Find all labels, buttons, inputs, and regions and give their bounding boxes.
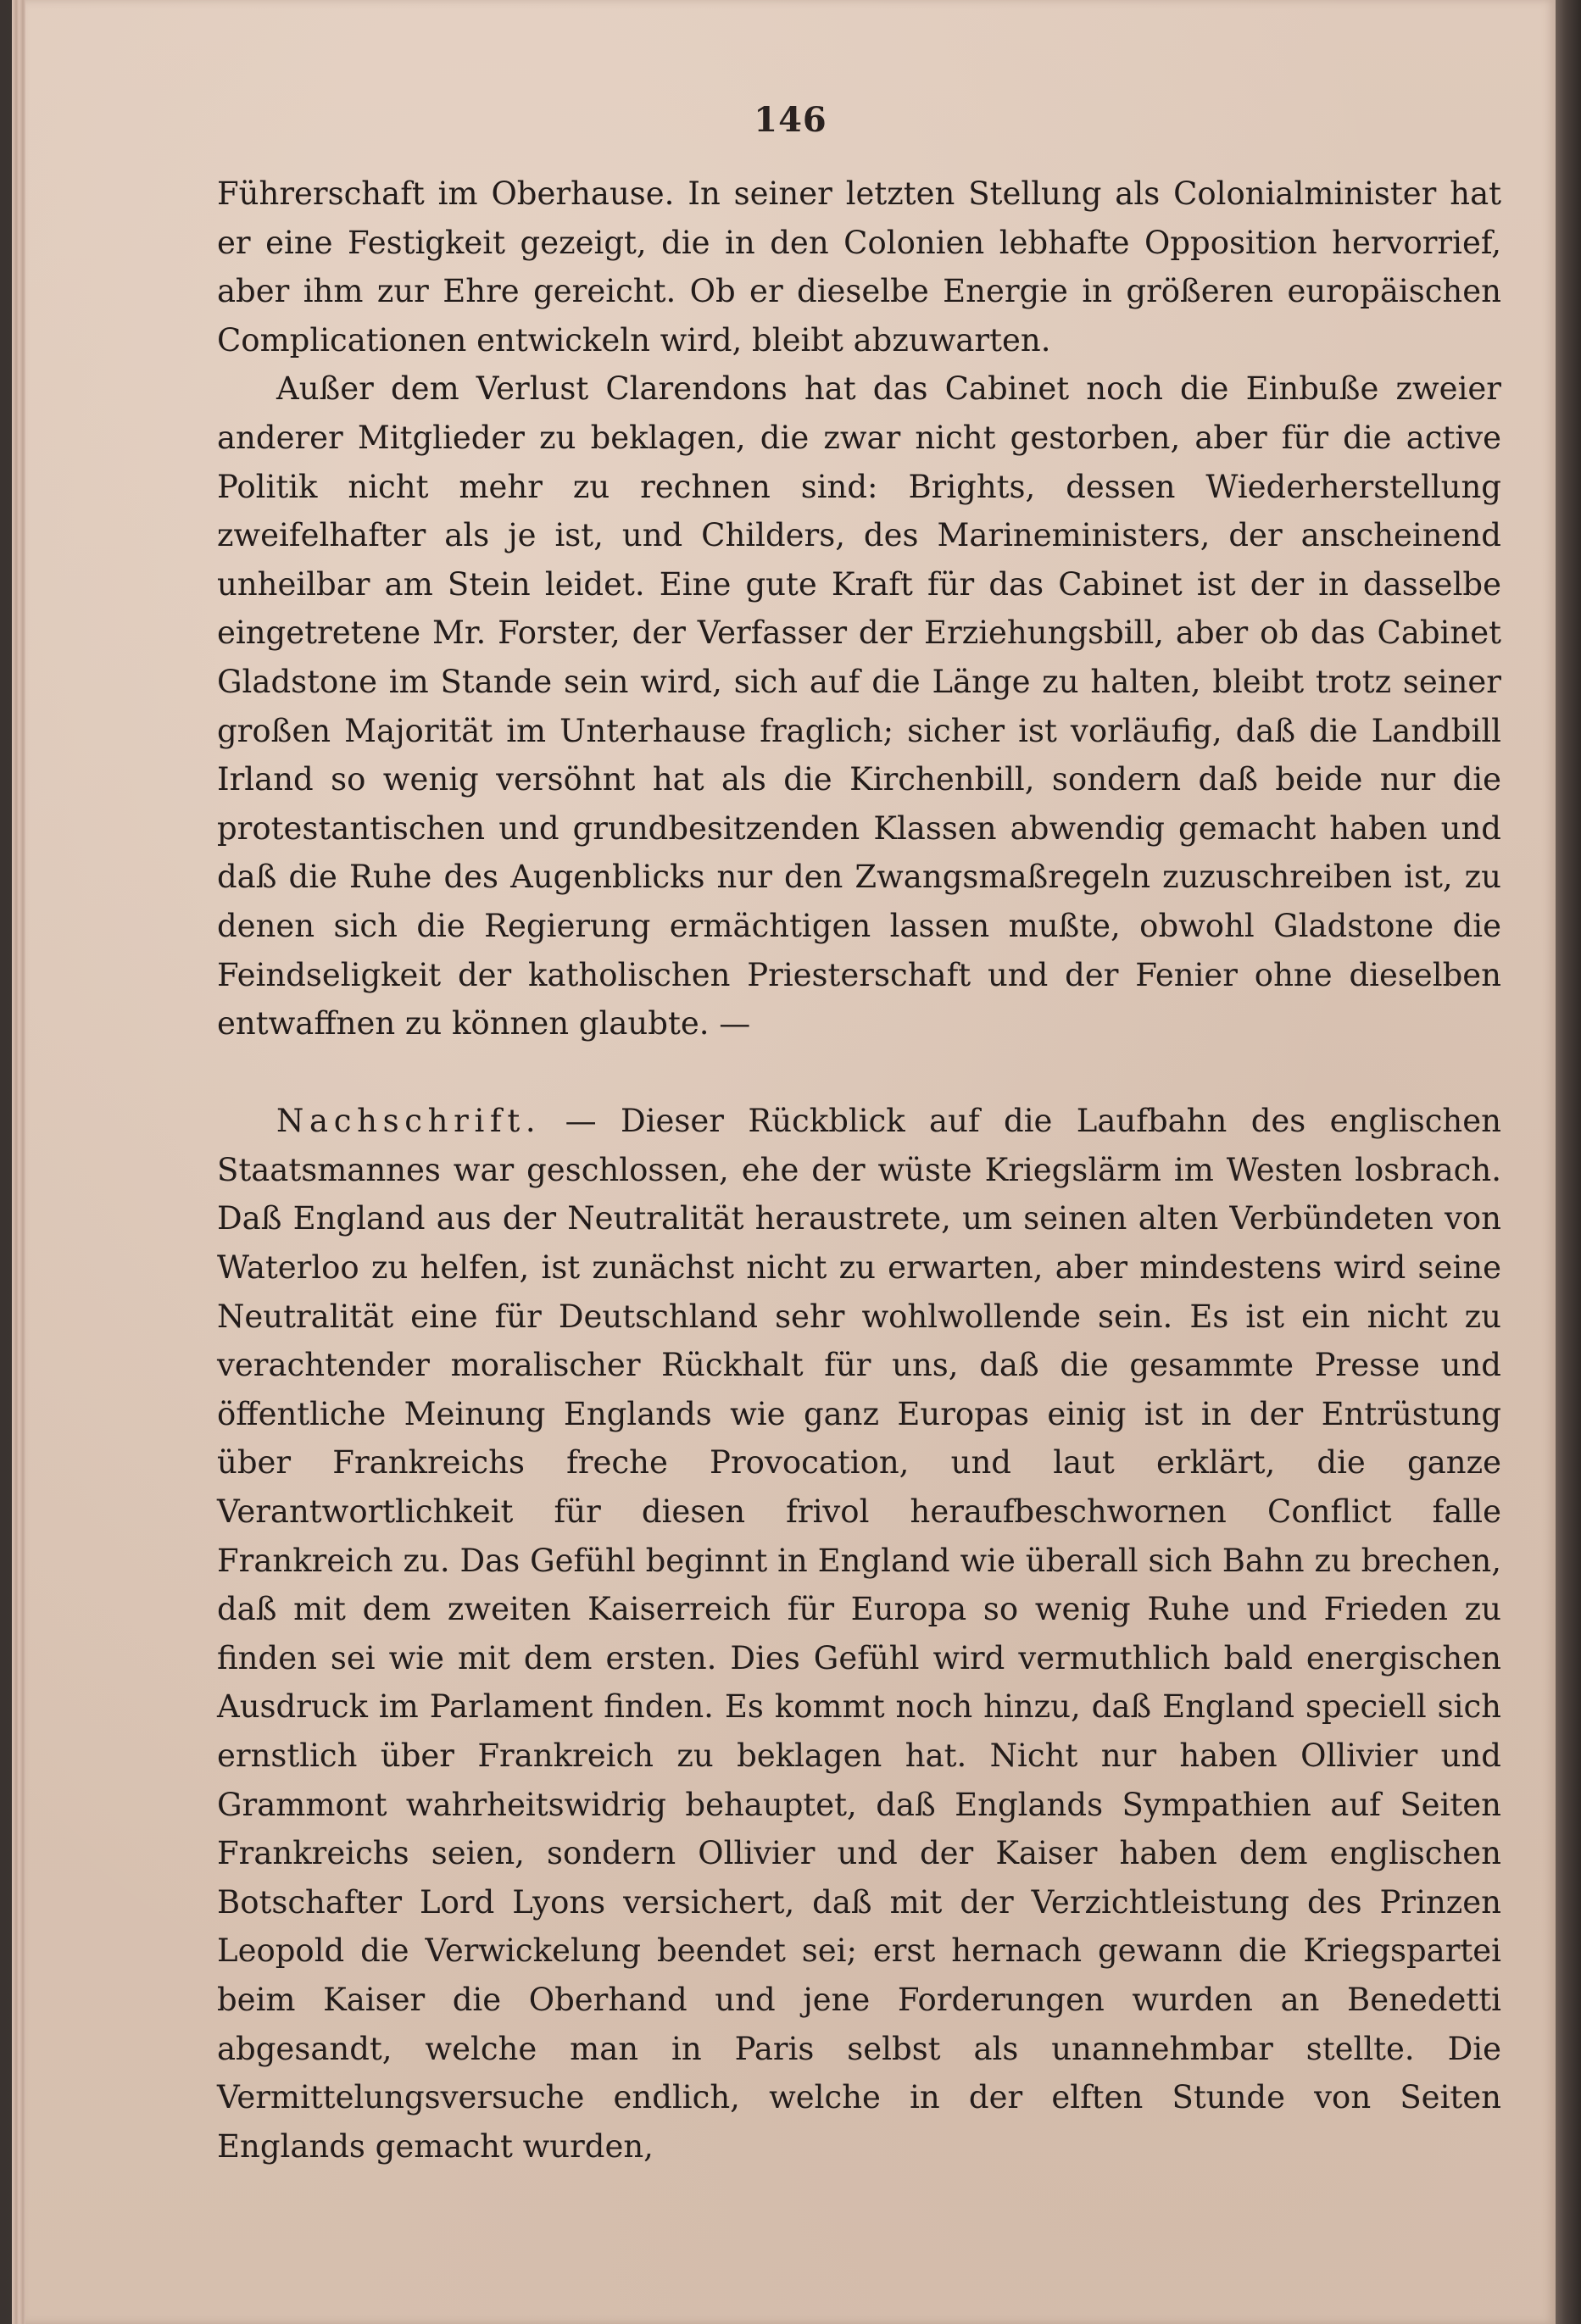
paragraph-postscript	[217, 1097, 1501, 2171]
paragraph-continuation: Führerschaft im Oberhause. In seiner letzten Stellung als Colonialminister hat er eine Festigkeit gezeigt, die in den Colonien lebhafte Opposition hervorrief, aber ihm zur Ehre gereicht. Ob er dieselbe Energie in größeren europäischen Complicationen entwickeln wird, bleibt abzuwarten.	[217, 175, 1501, 359]
page-number: 146	[754, 100, 827, 140]
paragraph-cabinet: Außer dem Verlust Clarendons hat das Cabinet noch die Einbuße zweier anderer Mitglieder zu beklagen, die zwar nicht gestorben, aber für die active Politik nicht mehr zu rechnen sind: Brights, dessen Wiederherstellung zweifelhafter als je ist, und Childers, des Marineministers, der anscheinend unheilbar am Stein leidet. Eine gute Kraft für das Cabinet ist der in dasselbe eingetretene Mr. Forster, der Verfasser der Erziehungsbill, aber ob das Cabinet Gladstone im Stande sein wird, sich auf die Länge zu halten, bleibt trotz seiner großen Majorität im Unterhause fraglich; sicher ist vorläufig, daß die Landbill Irland so wenig versöhnt hat als die Kirchenbill, sondern daß beide nur die protestantischen und grundbesitzenden Klassen abwendig gemacht haben und daß die Ruhe des Augenblicks nur den Zwangsmaßregeln zuzuschreiben ist, zu denen sich die Regierung ermächtigen lassen mußte, obwohl Gladstone die Feindseligkeit der katholischen Priesterschaft und der Fenier ohne dieselben entwaffnen zu können glaubte. —	[217, 370, 1501, 1042]
postscript-heading: Nachschrift.	[276, 1103, 542, 1140]
binding-shadow	[1556, 0, 1581, 2324]
body-text	[217, 170, 1501, 2171]
postscript-body: — Dieser Rückblick auf die Laufbahn des englischen Staatsmannes war geschlossen, ehe der wüste Kriegslärm im Westen losbrach. Daß England aus der Neutralität heraustrete, um seinen alten Verbündeten von Waterloo zu helfen, ist zunächst nicht zu erwarten, aber mindestens wird seine Neutralität eine für Deutschland sehr wohlwollende sein. Es ist ein nicht zu verachtender moralischer Rückhalt für uns, daß die gesammte Presse und öffentliche Meinung Englands wie ganz Europas einig ist in der Entrüstung über Frankreichs freche Provocation, und laut erklärt, die ganze Verantwortlichkeit für diesen frivol heraufbeschwornen Conflict falle Frankreich zu. Das Gefühl beginnt in England wie überall sich Bahn zu brechen, daß mit dem zweiten Kaiserreich für Europa so wenig Ruhe und Frieden zu finden sei wie mit dem ersten. Dies Gefühl wird vermuthlich bald energischen Ausdruck im Parlament finden. Es kommt noch hinzu, daß England speciell sich ernstlich über Frankreich zu beklagen hat. Nicht nur haben Ollivier und Grammont wahrheitswidrig behauptet, daß Englands Sympathien auf Seiten Frankreichs seien, sondern Ollivier und der Kaiser haben dem englischen Botschafter Lord Lyons versichert, daß mit der Verzichtleistung des Prinzen Leopold die Verwickelung beendet sei; erst hernach gewann die Kriegspartei beim Kaiser die Oberhand und jene Forderungen wurden an Benedetti abgesandt, welche man in Paris selbst als unannehmbar stellte. Die Vermittelungsversuche endlich, welche in der elften Stunde von Seiten Englands gemacht wurden,	[217, 1103, 1501, 2165]
book-page	[25, 0, 1556, 2324]
